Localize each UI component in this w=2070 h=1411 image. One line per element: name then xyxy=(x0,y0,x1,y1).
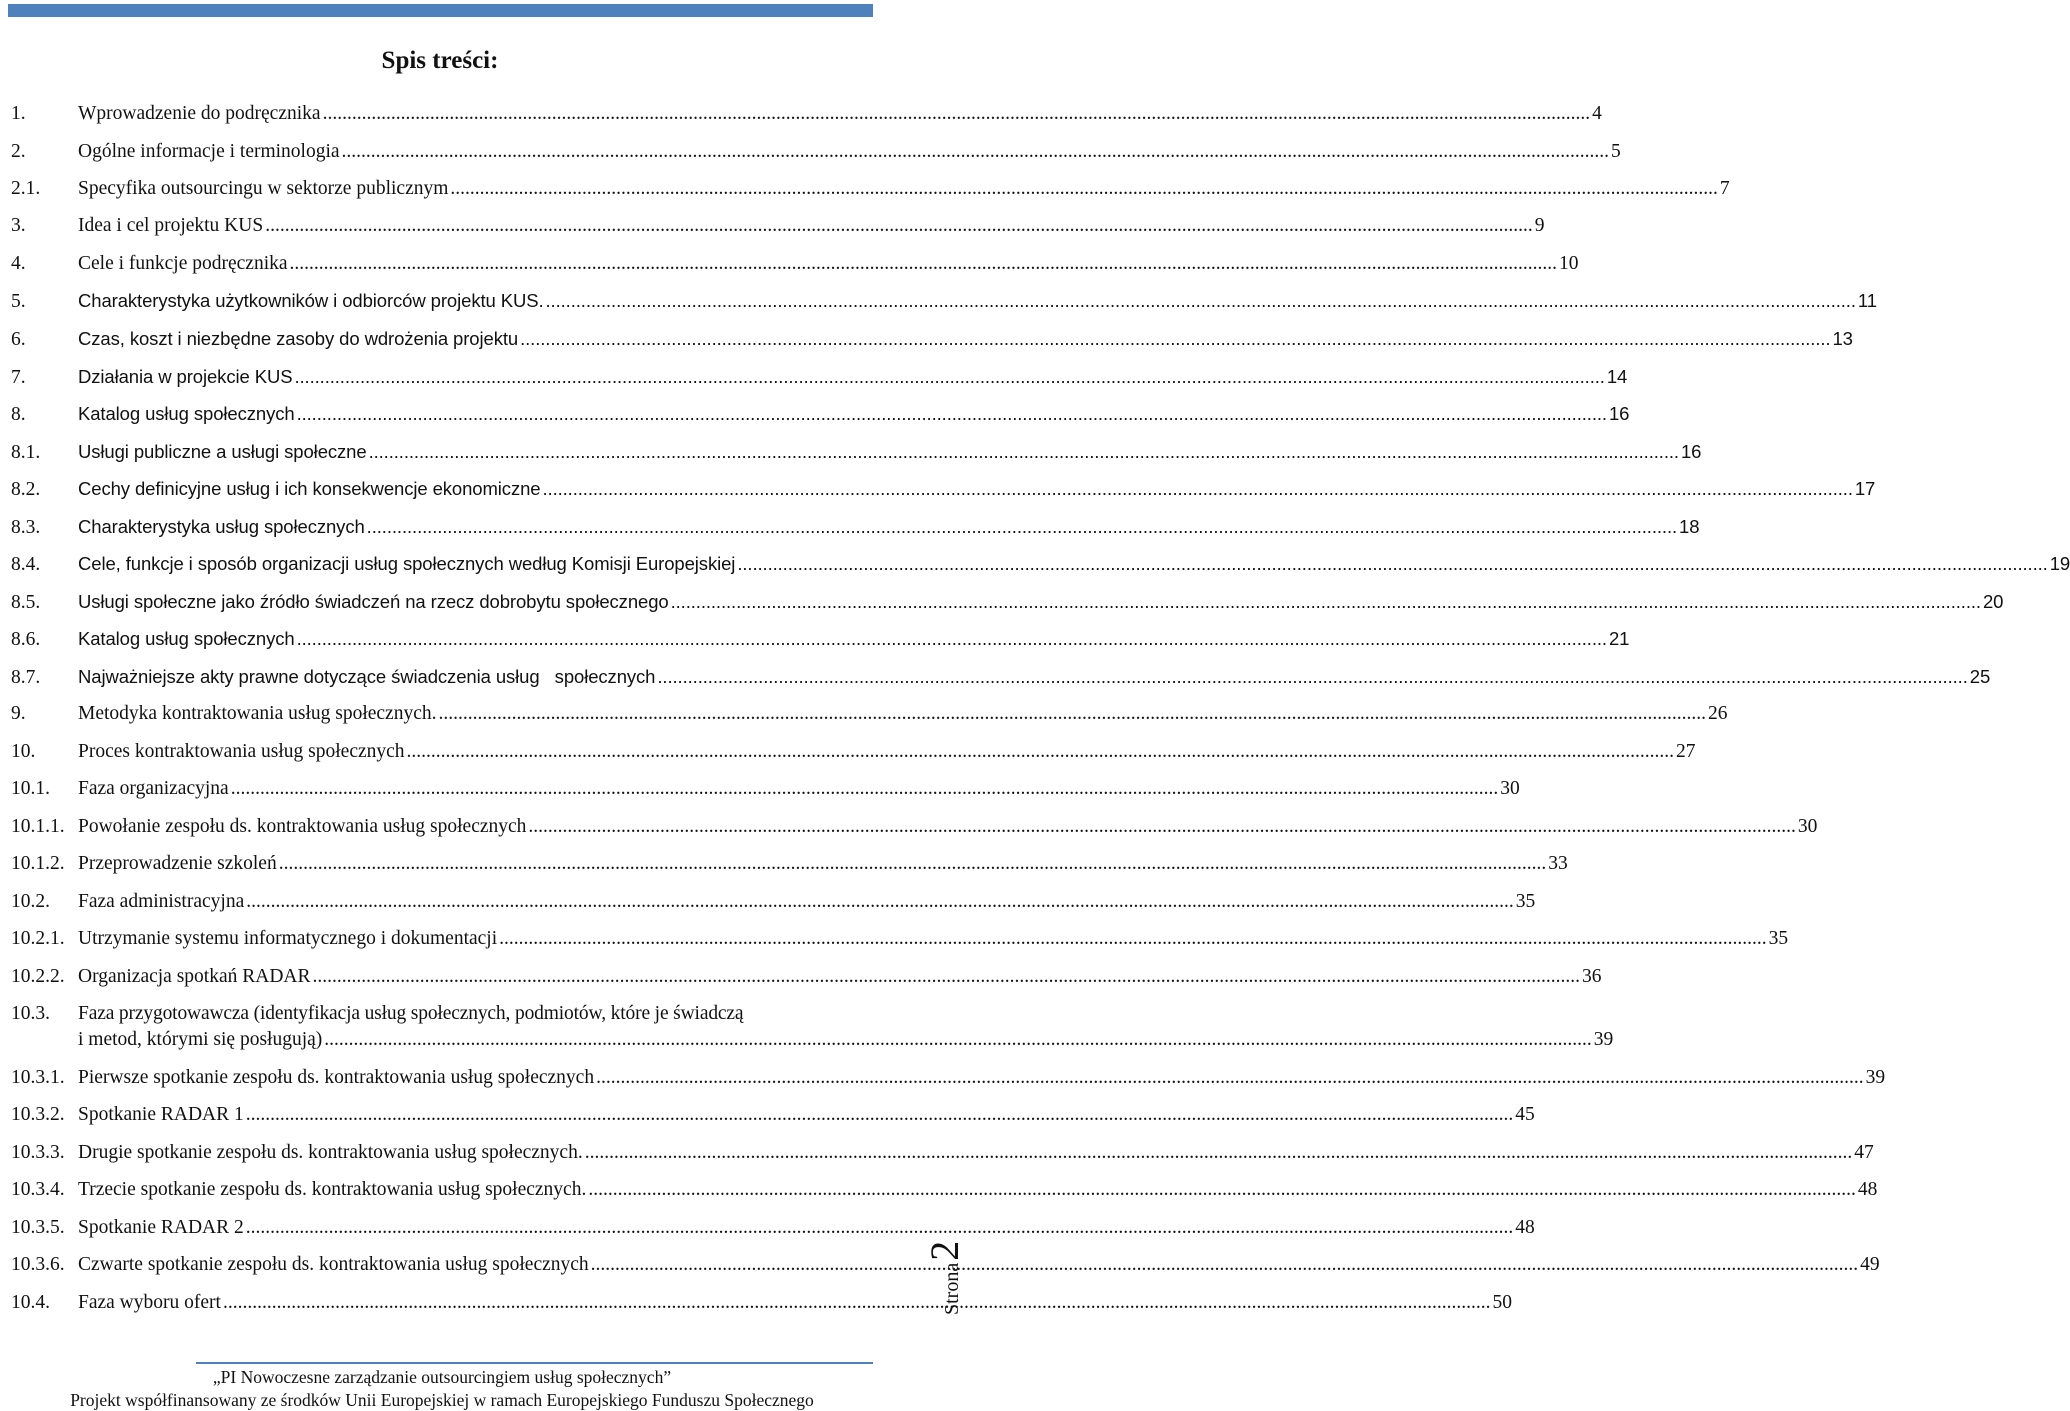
toc-entry-page: 10 xyxy=(1559,253,1579,274)
toc-entry-number: 10.3.5. xyxy=(11,1217,65,1238)
toc-entry[interactable] xyxy=(11,176,1730,202)
toc-entry-label: Metodyka kontraktowania usług społecznych. xyxy=(78,703,437,724)
toc-entry-label: Cele i funkcje podręcznika xyxy=(78,253,288,274)
toc-leader-dots xyxy=(439,701,1707,727)
toc-entry-label: Faza administracyjna xyxy=(78,891,245,912)
toc-entry-number: 1. xyxy=(11,103,26,124)
toc-entry-page: 9 xyxy=(1534,215,1545,236)
toc-leader-dots xyxy=(297,401,1607,427)
toc-entry-page: 25 xyxy=(1969,666,1991,687)
toc-leader-dots xyxy=(596,1065,1864,1091)
toc-entry-page: 26 xyxy=(1708,703,1728,724)
toc-entry-label: Faza organizacyjna xyxy=(78,778,229,799)
toc-entry[interactable] xyxy=(11,439,1702,466)
toc-entry-number: 10.1.2. xyxy=(11,853,65,874)
toc-entry-page: 16 xyxy=(1608,403,1630,424)
toc-entry-page: 35 xyxy=(1515,891,1536,912)
toc-entry-page: 39 xyxy=(1865,1067,1886,1088)
toc-entry-page: 5 xyxy=(1611,141,1621,162)
toc-entry-number: 10. xyxy=(11,741,36,762)
toc-entry[interactable] xyxy=(11,251,1579,277)
toc-entry[interactable] xyxy=(11,626,1630,653)
toc-entry[interactable] xyxy=(11,401,1630,428)
toc-entry[interactable] xyxy=(11,589,2004,616)
toc-leader-dots xyxy=(520,326,1830,352)
toc-title: Spis treści: xyxy=(381,47,499,74)
toc-entry-number: 8.4. xyxy=(11,554,41,575)
toc-leader-dots xyxy=(588,1177,1856,1203)
toc-entry-page: 45 xyxy=(1515,1104,1535,1125)
toc-entry-number: 8.2. xyxy=(11,479,41,500)
toc-entry-label: Organizacja spotkań RADAR xyxy=(78,966,311,987)
toc-entry-label: Powołanie zespołu ds. kontraktowania usług społecznych xyxy=(78,816,527,837)
toc-entry-number: 6. xyxy=(11,329,26,350)
toc-entry-label: Spotkanie RADAR 2 xyxy=(78,1217,244,1238)
toc-leader-dots xyxy=(542,476,1852,502)
toc-entry-number: 10.2.1. xyxy=(11,928,65,949)
toc-leader-dots xyxy=(369,439,1679,465)
toc-entry[interactable] xyxy=(11,1290,1512,1316)
toc-entry[interactable] xyxy=(11,139,1621,165)
toc-leader-dots xyxy=(265,213,1533,239)
toc-entry-page: 48 xyxy=(1515,1217,1535,1238)
toc-entry-label: Proces kontraktowania usług społecznych xyxy=(78,741,405,762)
toc-entry-label: Usługi publiczne a usługi społeczne xyxy=(78,441,367,462)
toc-entry-page: 20 xyxy=(1982,591,2004,612)
toc-leader-dots xyxy=(223,1290,1491,1316)
toc-leader-dots xyxy=(528,814,1796,840)
toc-entry-page: 49 xyxy=(1860,1254,1880,1275)
toc-entry-label-continued: i metod, którymi się posługują) xyxy=(78,1029,323,1050)
toc-entry[interactable] xyxy=(11,701,1728,727)
toc-entry-number: 5. xyxy=(11,291,26,312)
page-label: Strona xyxy=(941,1262,963,1315)
toc-entry-number: 2.1. xyxy=(11,178,41,199)
toc-leader-dots xyxy=(323,101,1591,127)
toc-entry-page: 30 xyxy=(1500,778,1520,799)
toc-leader-dots xyxy=(246,889,1514,915)
toc-entry[interactable] xyxy=(11,1102,1535,1128)
toc-entry-page: 21 xyxy=(1608,628,1630,649)
toc-entry-page: 14 xyxy=(1606,366,1628,387)
toc-entry-number: 10.3.4. xyxy=(11,1179,65,1200)
toc-entry-number: 2. xyxy=(11,141,26,162)
toc-entry-label: Specyfika outsourcingu w sektorze publicznym xyxy=(78,178,449,199)
toc-entry-label: Faza przygotowawcza (identyfikacja usług społecznych, podmiotów, które je świadczą xyxy=(78,1003,744,1024)
toc-entry-label: Wprowadzenie do podręcznika xyxy=(78,103,321,124)
toc-entry[interactable] xyxy=(11,851,1568,877)
toc-entry-number: 10.3.3. xyxy=(11,1142,65,1163)
toc-entry[interactable] xyxy=(11,1140,1874,1166)
toc-entry[interactable] xyxy=(11,1001,1614,1053)
toc-entry-page: 35 xyxy=(1768,928,1789,949)
toc-entry-page: 36 xyxy=(1582,966,1602,987)
toc-entry[interactable] xyxy=(11,514,1700,541)
toc-entry-page: 39 xyxy=(1593,1029,1614,1050)
toc-leader-dots xyxy=(313,964,1581,990)
toc-leader-dots xyxy=(279,851,1547,877)
toc-leader-dots xyxy=(671,589,1981,615)
toc-leader-dots xyxy=(450,176,1718,202)
toc-entry-label: Działania w projekcie KUS xyxy=(78,366,293,387)
toc-entry-number: 8.1. xyxy=(11,442,41,463)
toc-entry-page: 13 xyxy=(1832,328,1853,349)
footer-funding-note: Projekt współfinansowany ze środków Unii Europejskiej w ramach Europejskiego Funduszu Społecznego xyxy=(70,1390,814,1410)
toc-leader-dots xyxy=(407,739,1675,765)
toc-leader-dots xyxy=(246,1215,1514,1241)
toc-entry[interactable] xyxy=(11,1065,1886,1091)
toc-entry[interactable] xyxy=(11,889,1536,915)
toc-leader-dots xyxy=(657,664,1967,690)
toc-entry[interactable] xyxy=(11,288,1877,315)
toc-entry-number: 10.3.2. xyxy=(11,1104,65,1125)
toc-leader-dots xyxy=(246,1102,1514,1128)
toc-entry-number: 9. xyxy=(11,703,26,724)
toc-entry-page: 47 xyxy=(1854,1142,1874,1163)
toc-entry-label: Utrzymanie systemu informatycznego i dokumentacji xyxy=(78,928,498,949)
toc-entry-number: 7. xyxy=(11,367,26,388)
toc-entry-number: 8.6. xyxy=(11,629,41,650)
toc-entry-page: 7 xyxy=(1719,178,1730,199)
toc-entry[interactable] xyxy=(11,326,1853,353)
toc-entry-page: 48 xyxy=(1857,1179,1878,1200)
toc-entry-page: 11 xyxy=(1857,290,1877,311)
toc-entry[interactable] xyxy=(11,101,1602,127)
toc-entry[interactable] xyxy=(11,664,1991,691)
toc-entry-page: 30 xyxy=(1797,816,1818,837)
toc-leader-dots xyxy=(290,251,1558,277)
toc-entry-page: 16 xyxy=(1680,441,1702,462)
toc-entry-label: Usługi społeczne jako źródło świadczeń na rzecz dobrobytu społecznego xyxy=(78,591,669,612)
toc-entry-label: Cechy definicyjne usług i ich konsekwencje ekonomiczne xyxy=(78,478,541,499)
toc-entry-label: Charakterystyka użytkowników i odbiorców projektu KUS. xyxy=(78,290,544,311)
toc-entry-number: 10.1. xyxy=(11,778,50,799)
toc-entry-number: 10.3.6. xyxy=(11,1254,65,1275)
toc-leader-dots xyxy=(294,364,1604,390)
toc-entry-page: 33 xyxy=(1548,853,1568,874)
toc-entry-label: Katalog usług społecznych xyxy=(78,628,295,649)
toc-entry[interactable] xyxy=(11,739,1696,765)
toc-leader-dots xyxy=(367,514,1677,540)
toc-entry-label: Pierwsze spotkanie zespołu ds. kontraktowania usług społecznych xyxy=(78,1067,595,1088)
header-rule xyxy=(8,4,873,17)
toc-entry-number: 10.2. xyxy=(11,891,50,912)
toc-leader-dots xyxy=(297,626,1607,652)
toc-leader-dots xyxy=(546,288,1856,314)
toc-entry-label: Najważniejsze akty prawne dotyczące świadczenia usług społecznych xyxy=(78,666,656,687)
toc-entry[interactable] xyxy=(11,364,1628,391)
toc-entry-label: Czwarte spotkanie zespołu ds. kontraktowania usług społecznych xyxy=(78,1254,589,1275)
toc-entry-label: Ogólne informacje i terminologia xyxy=(78,141,340,162)
toc-entry[interactable] xyxy=(11,926,1789,952)
toc-entry-page: 17 xyxy=(1854,478,1876,499)
toc-entry-label: Przeprowadzenie szkoleń xyxy=(78,853,277,874)
toc-leader-dots xyxy=(324,1027,1592,1053)
toc-entry-number: 10.3.1. xyxy=(11,1067,65,1088)
toc-entry-number: 8.3. xyxy=(11,517,41,538)
toc-entry-page: 4 xyxy=(1592,103,1602,124)
toc-entry-page: 19 xyxy=(2049,553,2070,574)
footer-rule xyxy=(196,1362,873,1364)
toc-entry-label: Faza wyboru ofert xyxy=(78,1292,221,1313)
toc-entry-number: 8. xyxy=(11,404,26,425)
toc-entry-page: 50 xyxy=(1492,1292,1512,1313)
toc-entry-label: Idea i cel projektu KUS xyxy=(78,215,264,236)
toc-leader-dots xyxy=(231,776,1499,802)
toc-entry-label: Spotkanie RADAR 1 xyxy=(78,1104,244,1125)
page-number: 2 xyxy=(922,1240,967,1261)
toc-entry[interactable] xyxy=(11,1215,1535,1241)
toc-entry-number: 8.5. xyxy=(11,592,41,613)
toc-entry-page: 18 xyxy=(1679,516,1700,537)
toc-leader-dots xyxy=(737,551,2047,577)
toc-leader-dots xyxy=(499,926,1767,952)
toc-entry-page: 27 xyxy=(1676,741,1696,762)
toc-entry[interactable] xyxy=(11,776,1520,802)
toc-entry-label: Drugie spotkanie zespołu ds. kontraktowania usług społecznych. xyxy=(78,1142,583,1163)
toc-leader-dots xyxy=(342,139,1610,165)
toc-entry-label: Charakterystyka usług społecznych xyxy=(78,516,365,537)
toc-entry-number: 10.1.1. xyxy=(11,816,65,837)
toc-entry[interactable] xyxy=(11,213,1545,239)
toc-entry-number: 10.3. xyxy=(11,1003,50,1024)
toc-entry[interactable] xyxy=(11,551,2070,578)
toc-entry-label: Trzecie spotkanie zespołu ds. kontraktowania usług społecznych. xyxy=(78,1179,587,1200)
toc-entry-number: 4. xyxy=(11,253,26,274)
toc-leader-dots xyxy=(591,1252,1859,1278)
toc-entry-number: 3. xyxy=(11,215,26,236)
toc-entry-number: 8.7. xyxy=(11,667,41,688)
toc-entry[interactable] xyxy=(11,476,1876,503)
toc-entry-label: Czas, koszt i niezbędne zasoby do wdrożenia projektu xyxy=(78,328,519,349)
toc-entry[interactable] xyxy=(11,1252,1880,1278)
toc-entry[interactable] xyxy=(11,1177,1878,1203)
page-number-marker xyxy=(906,1225,966,1315)
toc-entry-number: 10.4. xyxy=(11,1292,50,1313)
toc-entry-number: 10.2.2. xyxy=(11,966,65,987)
toc-entry-label: Katalog usług społecznych xyxy=(78,403,295,424)
footer-project-title: „PI Nowoczesne zarządzanie outsourcingiem usług społecznych” xyxy=(212,1367,672,1387)
toc-entry[interactable] xyxy=(11,814,1818,840)
toc-entry-label: Cele, funkcje i sposób organizacji usług społecznych według Komisji Europejskiej xyxy=(78,553,736,574)
toc-leader-dots xyxy=(585,1140,1853,1166)
toc-entry[interactable] xyxy=(11,964,1602,990)
